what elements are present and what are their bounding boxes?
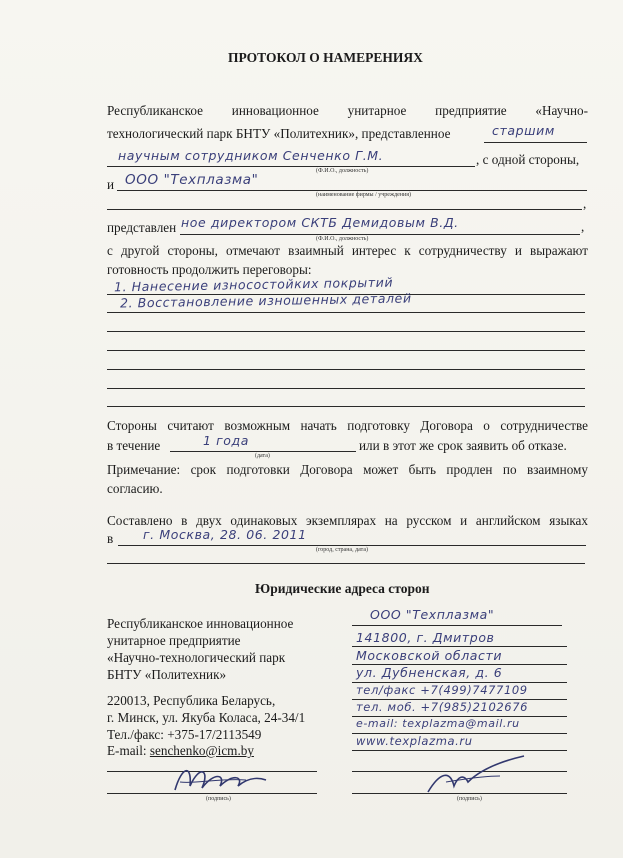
note-line-1: Примечание: срок подготовки Договора может быть продлен по взаимному: [107, 462, 588, 477]
right-address-line: ООО "Техплазма": [370, 607, 495, 622]
left-address-line: «Научно-технологический парк: [107, 650, 286, 665]
left-signature-image: [170, 758, 270, 798]
email-link[interactable]: senchenko@icm.by: [149, 743, 254, 758]
right-address-line: e-mail: texplazma@mail.ru: [356, 717, 520, 730]
or-refuse-text: или в этот же срок заявить об отказе.: [359, 438, 567, 453]
handwritten-item-2: 2. Восстановление изношенных деталей: [119, 290, 412, 311]
handwritten-company: ООО "Техплазма": [125, 172, 259, 188]
other-side-line-1: с другой стороны, отмечают взаимный интерес к сотрудничеству и выражают: [107, 243, 588, 258]
right-address-line: тел. моб. +7(985)2102676: [356, 700, 529, 714]
parties-line-1: Стороны считают возможным начать подготовку Договора о сотрудничестве: [107, 418, 588, 433]
item-line-5: [107, 369, 585, 370]
right-signature-image: [420, 752, 530, 797]
other-side-line-2: готовность продолжить переговоры:: [107, 262, 312, 277]
and-text: и: [107, 177, 115, 192]
item-line-4: [107, 350, 585, 351]
label-sign-left: (подпись): [206, 796, 231, 802]
page-title: ПРОТОКОЛ О НАМЕРЕНИЯХ: [228, 50, 423, 65]
left-email-line: [107, 743, 254, 759]
item-line-7: [107, 406, 585, 407]
place-line: [118, 545, 586, 546]
in-text: в: [107, 531, 114, 546]
other-rep-line: [180, 234, 580, 235]
right-line: [352, 625, 562, 626]
email-prefix: E-mail:: [107, 743, 150, 758]
right-address-line: www.texplazma.ru: [356, 734, 473, 748]
intro-line-1: Республиканское инновационное унитарное предприятие «Научно-: [107, 103, 588, 118]
rep-line-1: [484, 142, 587, 143]
handwritten-other-rep: ное директором СКТБ Демидовым В.Д.: [181, 215, 459, 230]
left-address-line: унитарное предприятие: [107, 633, 241, 648]
addresses-title: Юридические адреса сторон: [255, 581, 430, 596]
right-address-line: 141800, г. Дмитров: [356, 630, 495, 645]
label-place: (город, страна, дата): [316, 547, 369, 553]
label-fio-2: (Ф.И.О., должность): [316, 236, 369, 242]
right-address-line: тел/факс +7(499)7477109: [356, 683, 528, 697]
one-side-text: , с одной стороны,: [476, 152, 580, 167]
left-contact-line: 220013, Республика Беларусь,: [107, 693, 276, 708]
right-line: [352, 646, 567, 647]
comma-1: ,: [583, 196, 587, 211]
handwritten-rep-name: научным сотрудником Сенченко Г.М.: [118, 148, 384, 163]
rep-line-2: [107, 166, 475, 167]
label-date: (дата): [255, 453, 270, 459]
handwritten-rep-title: старшим: [492, 123, 555, 138]
left-contact-line: Тел./факс: +375-17/2113549: [107, 727, 262, 742]
right-line: [352, 750, 567, 751]
item-line-2: [107, 312, 585, 313]
intro-line-2: технологический парк БНТУ «Политехник», представленное: [107, 126, 451, 141]
handwritten-item-1: 1. Нанесение износостойких покрытий: [113, 274, 394, 295]
left-address-line: БНТУ «Политехник»: [107, 667, 227, 682]
label-fio-1: (Ф.И.О., должность): [316, 168, 369, 174]
label-company: (наименование фирмы / учреждения): [316, 192, 411, 198]
company-line-2: [107, 209, 582, 210]
place-line-2: [107, 563, 585, 564]
represented-text: представлен: [107, 220, 177, 235]
during-text: в течение: [107, 438, 161, 453]
label-sign-right: (подпись): [457, 796, 482, 802]
period-line: [170, 451, 356, 452]
left-address-line: Республиканское инновационное: [107, 616, 294, 631]
company-line: [117, 190, 587, 191]
left-contact-line: г. Минск, ул. Якуба Коласа, 24-34/1: [107, 710, 306, 725]
note-line-2: согласию.: [107, 481, 163, 496]
right-address-line: Московской области: [356, 648, 503, 663]
comma-2: ,: [581, 219, 585, 234]
item-line-3: [107, 331, 585, 332]
drawn-up-text: Составлено в двух одинаковых экземплярах на русском и английском языках: [107, 513, 588, 528]
item-line-6: [107, 388, 585, 389]
right-address-line: ул. Дубненская, д. 6: [356, 665, 503, 680]
handwritten-period: 1 года: [203, 433, 250, 448]
handwritten-place-date: г. Москва, 28. 06. 2011: [143, 527, 307, 542]
